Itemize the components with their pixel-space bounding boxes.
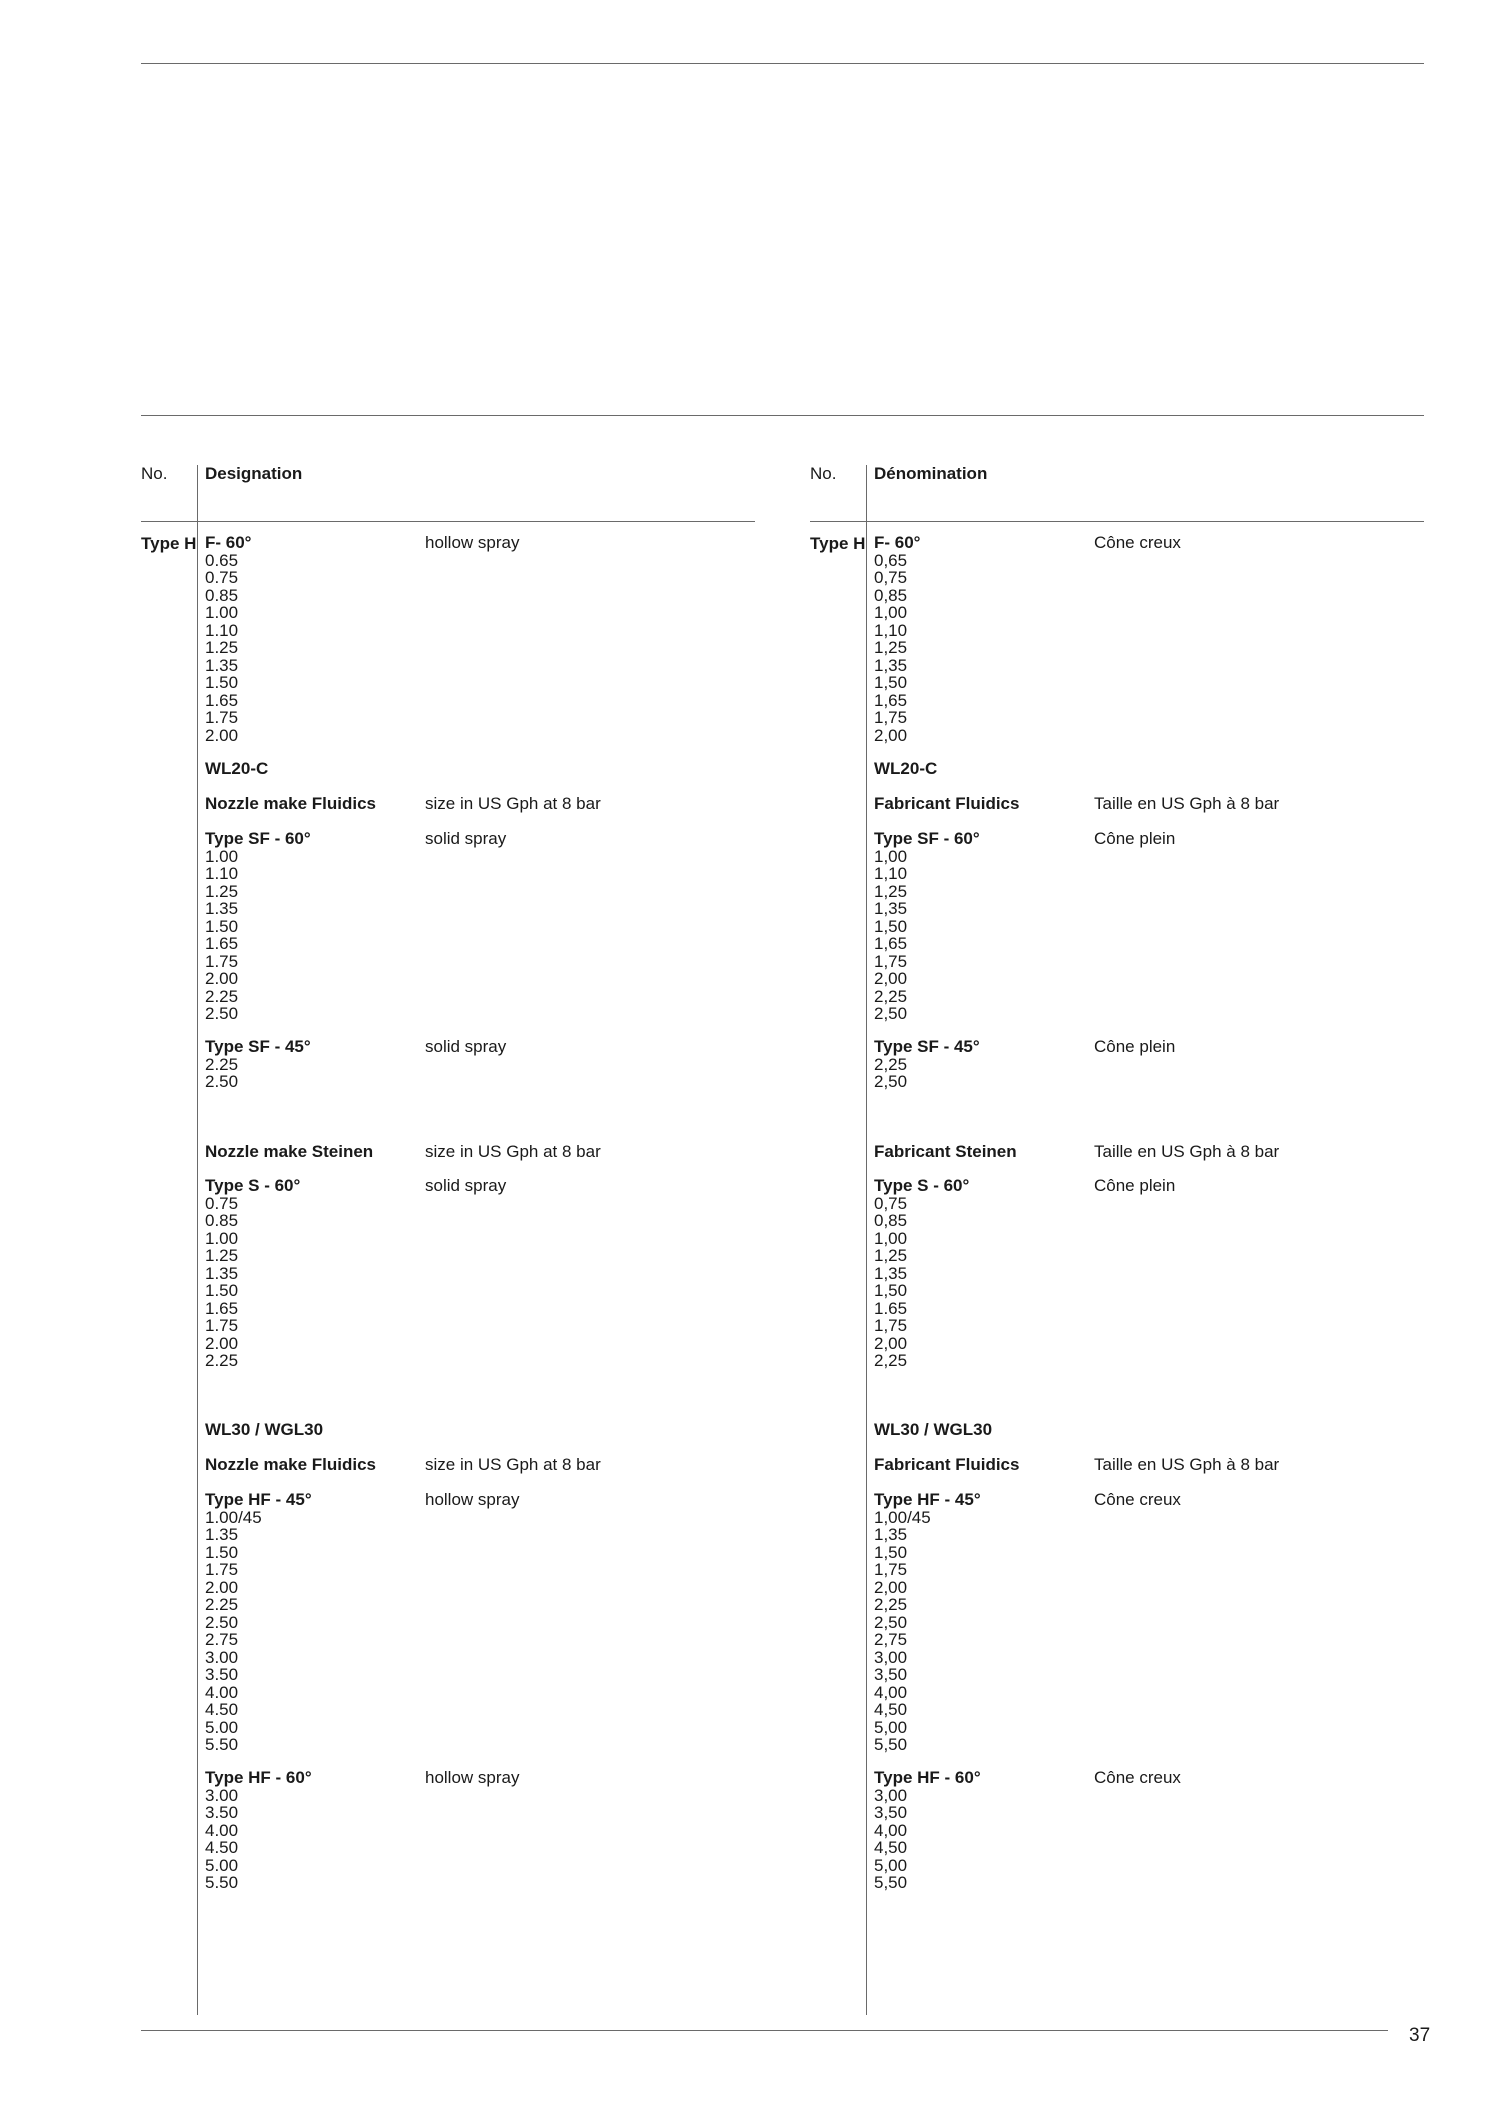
entry-description: Cône creux [1094,1490,1181,1509]
size-value: 1,65 [874,690,908,710]
size-value: 0,85 [874,585,908,605]
maker-title: Fabricant Fluidics [874,1455,1020,1474]
size-value: 1.25 [205,638,239,657]
section-rule [141,415,1424,416]
size-value: 2.00 [205,969,239,988]
size-value: 5.50 [205,1873,239,1892]
size-value: 1,75 [874,708,908,727]
maker-description: size in US Gph at 8 bar [425,1455,601,1474]
size-value: 1,50 [874,673,908,692]
left-entry-s60 [205,1177,815,1370]
size-value: 2,00 [874,969,908,988]
size-value: 2,50 [874,1612,908,1632]
left-maker-fluidics [205,795,815,813]
size-value: 1,50 [874,1542,908,1562]
size-value: 2.25 [205,1595,239,1614]
right-model-wl20 [874,760,1484,778]
size-value: 2,25 [874,1054,908,1074]
size-value: 1,00 [874,1228,908,1248]
entry-title: Type SF - 60° [874,829,980,848]
size-value: 1.10 [205,620,239,640]
size-value: 5,00 [874,1717,908,1737]
size-value: 5.50 [205,1735,239,1754]
size-value: 1.00 [205,1228,239,1248]
size-value: 4.50 [205,1838,239,1857]
left-header-no: No. [141,464,168,483]
entry-description: Cône creux [1094,533,1181,552]
size-value: 1.75 [205,708,239,727]
model-title: WL20-C [205,759,269,778]
size-value: 1.25 [205,881,239,901]
size-value: 3,00 [874,1647,908,1667]
left-entry-sf45 [205,1038,815,1091]
size-value: 2.25 [205,1054,239,1074]
right-header-designation: Dénomination [874,464,988,483]
size-value: 1.65 [205,1298,239,1318]
size-list [205,1787,815,1892]
left-column-divider [197,465,198,2015]
right-entry-hf60 [874,1769,1484,1892]
entry-title: Type S - 60° [874,1176,970,1195]
size-value: 0,75 [874,1193,908,1213]
right-lead-label: Type H [810,534,866,553]
entry-title: Type HF - 60° [205,1768,312,1787]
size-value: 1.35 [205,655,239,675]
size-value: 2.75 [205,1630,239,1649]
right-entry-sf45 [874,1038,1484,1091]
size-value: 2.50 [205,1612,239,1632]
size-value: 2.25 [205,1351,239,1370]
size-value: 1.65 [874,1298,908,1318]
maker-description: size in US Gph at 8 bar [425,794,601,813]
size-value: 1,75 [874,951,908,971]
maker-description: Taille en US Gph à 8 bar [1094,1142,1280,1161]
size-value: 5,00 [874,1855,908,1875]
size-value: 1,65 [874,934,908,953]
top-rule [141,63,1424,64]
size-value: 1,00 [874,846,908,866]
maker-description: Taille en US Gph à 8 bar [1094,1455,1280,1474]
size-value: 1.50 [205,1542,239,1562]
size-value: 1,10 [874,864,908,883]
entry-description: solid spray [425,1037,507,1056]
size-list [874,1509,1484,1754]
left-maker-steinen [205,1143,815,1161]
size-value: 0.75 [205,568,239,587]
size-value: 2,50 [874,1072,908,1091]
entry-title: Type HF - 45° [874,1490,981,1509]
size-value: 1.35 [205,1525,239,1544]
size-value: 5,50 [874,1873,908,1892]
size-value: 1,50 [874,916,908,936]
size-value: 1,00 [874,603,908,622]
size-value: 1.75 [205,1316,239,1335]
size-value: 3.50 [205,1665,239,1684]
size-value: 1.00 [205,603,239,622]
size-list [874,1056,1484,1091]
size-value: 0.85 [205,585,239,605]
left-entry-hf45 [205,1491,815,1754]
entry-title: Type SF - 60° [205,829,311,848]
right-model-wl30 [874,1421,1484,1439]
size-value: 1.65 [205,690,239,710]
size-value: 1,35 [874,655,908,675]
size-list [874,1195,1484,1370]
size-list [205,1509,815,1754]
size-value: 2.00 [205,1333,239,1353]
model-title: WL30 / WGL30 [205,1420,324,1439]
size-value: 3.50 [205,1803,239,1822]
size-value: 1,25 [874,881,908,901]
size-value: 2,50 [874,1004,908,1023]
right-entry-s60 [874,1177,1484,1370]
entry-title: Type HF - 60° [874,1768,981,1787]
size-value: 0,85 [874,1211,908,1230]
maker-title: Nozzle make Fluidics [205,794,376,813]
right-header-rule [810,521,1424,522]
size-list [874,1787,1484,1892]
maker-title: Nozzle make Fluidics [205,1455,376,1474]
right-maker-fluidics-2 [874,1456,1484,1474]
size-list [205,1195,815,1370]
entry-title: Type S - 60° [205,1176,301,1195]
right-entry-hf60-lead [874,534,1484,744]
size-value: 3.00 [205,1785,239,1805]
size-value: 1,35 [874,1525,908,1544]
size-value: 4.50 [205,1700,239,1719]
entry-description: Cône plein [1094,829,1176,848]
size-value: 0.85 [205,1211,239,1230]
size-value: 1,50 [874,1281,908,1300]
size-value: 0,65 [874,550,908,570]
size-value: 4,50 [874,1700,908,1719]
left-entry-sf60 [205,830,815,1023]
size-value: 5,50 [874,1735,908,1754]
size-value: 1.75 [205,951,239,971]
size-value: 0.75 [205,1193,239,1213]
size-value: 1,75 [874,1560,908,1579]
size-value: 2,25 [874,986,908,1006]
size-value: 4.00 [205,1682,239,1702]
size-value: 3,00 [874,1785,908,1805]
size-value: 1.35 [205,1263,239,1283]
size-value: 3,50 [874,1665,908,1684]
size-value: 2.25 [205,986,239,1006]
size-value: 2,25 [874,1351,908,1370]
size-value: 4,00 [874,1820,908,1840]
maker-title: Fabricant Fluidics [874,794,1020,813]
left-header-designation: Designation [205,464,303,483]
size-value: 2,00 [874,1333,908,1353]
model-title: WL20-C [874,759,938,778]
size-value: 1,25 [874,1246,908,1265]
entry-title: Type SF - 45° [205,1037,311,1056]
entry-description: hollow spray [425,1490,520,1509]
size-value: 2,25 [874,1595,908,1614]
left-model-wl30 [205,1421,815,1439]
maker-description: size in US Gph at 8 bar [425,1142,601,1161]
entry-title: F- 60° [874,533,921,552]
size-value: 3,50 [874,1803,908,1822]
size-value: 2,00 [874,1577,908,1597]
left-entry-hf60 [205,1769,815,1892]
right-header-no: No. [810,464,837,483]
size-list [205,1056,815,1091]
right-entry-hf45 [874,1491,1484,1754]
left-entry-hf60-lead [205,534,815,744]
left-model-wl20 [205,760,815,778]
entry-description: Cône plein [1094,1176,1176,1195]
left-maker-fluidics-2 [205,1456,815,1474]
footer-rule [141,2030,1388,2031]
left-lead-label: Type H [141,534,197,553]
size-list [205,848,815,1023]
size-value: 1,35 [874,1263,908,1283]
size-value: 1,75 [874,1316,908,1335]
size-value: 2.00 [205,1577,239,1597]
size-value: 1,10 [874,620,908,640]
entry-title: F- 60° [205,533,252,552]
model-title: WL30 / WGL30 [874,1420,993,1439]
size-value: 3.00 [205,1647,239,1667]
right-maker-steinen [874,1143,1484,1161]
size-value: 1,25 [874,638,908,657]
size-value: 1.75 [205,1560,239,1579]
size-value: 1,00/45 [874,1507,931,1527]
size-value: 1.00/45 [205,1507,262,1527]
size-list [874,552,1484,745]
entry-description: solid spray [425,1176,507,1195]
entry-description: solid spray [425,829,507,848]
maker-title: Fabricant Steinen [874,1142,1017,1161]
size-list [205,552,815,745]
size-value: 1.65 [205,934,239,953]
size-value: 1.35 [205,899,239,918]
entry-description: Cône creux [1094,1768,1181,1787]
entry-description: hollow spray [425,1768,520,1787]
maker-description: Taille en US Gph à 8 bar [1094,794,1280,813]
entry-title: Type SF - 45° [874,1037,980,1056]
size-value: 1.00 [205,846,239,866]
size-value: 0,75 [874,568,908,587]
size-value: 2.50 [205,1072,239,1091]
size-value: 1.10 [205,864,239,883]
page-number: 37 [1409,2025,1431,2046]
entry-title: Type HF - 45° [205,1490,312,1509]
left-header-rule [141,521,755,522]
size-value: 0.65 [205,550,239,570]
entry-description: hollow spray [425,533,520,552]
size-value: 1,35 [874,899,908,918]
size-value: 5.00 [205,1717,239,1737]
size-value: 1.25 [205,1246,239,1265]
size-value: 2,00 [874,725,908,745]
size-value: 4,50 [874,1838,908,1857]
maker-title: Nozzle make Steinen [205,1142,374,1161]
size-value: 2.50 [205,1004,239,1023]
entry-description: Cône plein [1094,1037,1176,1056]
size-value: 2,75 [874,1630,908,1649]
size-value: 4,00 [874,1682,908,1702]
right-entry-sf60 [874,830,1484,1023]
size-value: 2.00 [205,725,239,745]
size-value: 1.50 [205,673,239,692]
right-column-divider [866,465,867,2015]
right-maker-fluidics [874,795,1484,813]
size-list [874,848,1484,1023]
size-value: 4.00 [205,1820,239,1840]
size-value: 1.50 [205,1281,239,1300]
size-value: 1.50 [205,916,239,936]
size-value: 5.00 [205,1855,239,1875]
